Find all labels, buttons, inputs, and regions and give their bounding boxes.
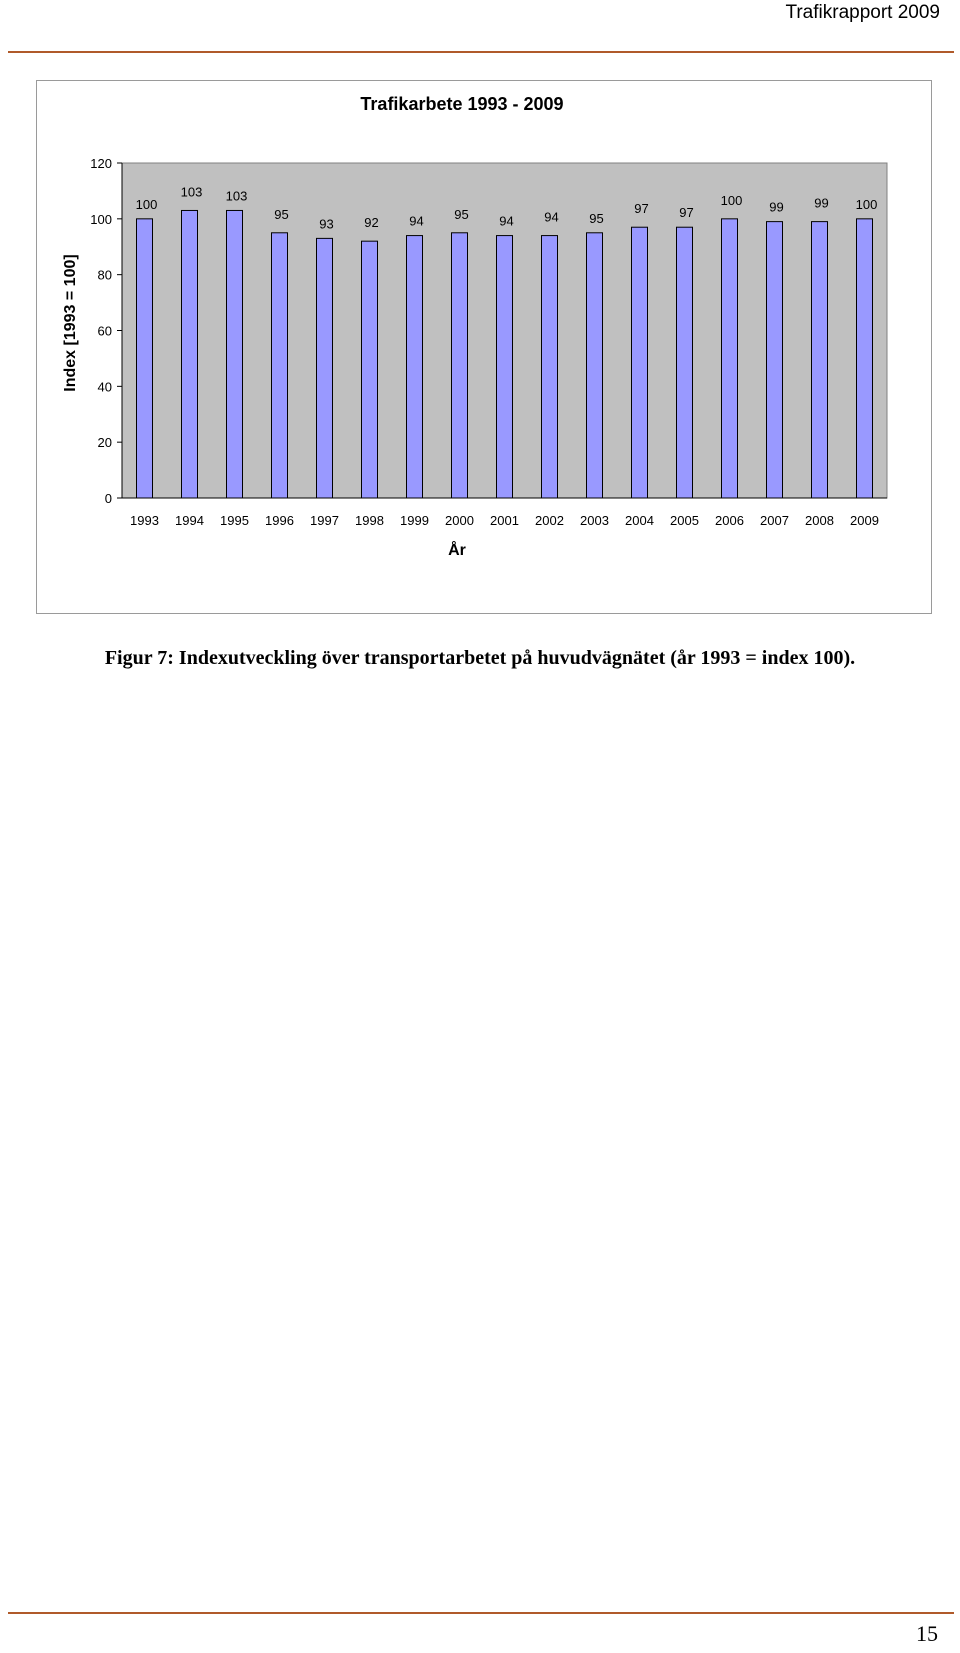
bar-2006 — [722, 219, 738, 498]
data-label-1998: 92 — [364, 215, 379, 231]
x-tick-label: 1994 — [175, 513, 204, 528]
page-header-title: Trafikrapport 2009 — [785, 2, 940, 23]
y-tick-label: 120 — [90, 156, 112, 171]
bar-2005 — [677, 227, 693, 498]
x-axis-label: År — [448, 542, 466, 559]
x-tick-label: 2005 — [670, 513, 699, 528]
x-tick-label: 2006 — [715, 513, 744, 528]
x-tick-label: 2008 — [805, 513, 834, 528]
bar-1995 — [227, 210, 243, 498]
y-tick-label: 0 — [104, 491, 112, 506]
data-label-2006: 100 — [720, 192, 743, 208]
y-tick-label: 80 — [97, 267, 112, 283]
x-tick-label: 2004 — [625, 513, 654, 528]
x-tick-label: 1993 — [130, 513, 159, 528]
y-tick-label: 60 — [97, 323, 112, 339]
x-tick-label: 2002 — [535, 513, 564, 528]
data-label-2004: 97 — [634, 201, 649, 217]
data-label-1995: 103 — [225, 188, 248, 204]
page-number: 15 — [916, 1621, 938, 1646]
bar-1999 — [407, 236, 423, 498]
bar-2000 — [452, 233, 468, 498]
data-label-2002: 94 — [544, 209, 559, 225]
bar-2001 — [497, 236, 513, 498]
data-label-2008: 99 — [814, 195, 829, 211]
data-label-1999: 94 — [409, 213, 424, 229]
data-label-1996: 95 — [274, 206, 289, 222]
x-tick-label: 2007 — [760, 513, 789, 528]
chart-frame — [36, 80, 932, 614]
bar-2004 — [632, 227, 648, 498]
x-tick-label: 2001 — [490, 513, 519, 528]
data-label-1993: 100 — [135, 196, 158, 212]
bar-1996 — [272, 233, 288, 498]
x-tick-label: 1995 — [220, 513, 249, 528]
chart-title: Trafikarbete 1993 - 2009 — [360, 94, 564, 114]
x-tick-label: 1999 — [400, 513, 429, 528]
figure-caption: Figur 7: Indexutveckling över transportarbetet på huvudvägnätet (år 1993 = index 100). — [104, 647, 856, 669]
bar-1994 — [182, 210, 198, 498]
x-tick-label: 1997 — [310, 513, 339, 528]
footer-divider — [8, 1612, 954, 1614]
data-label-2007: 99 — [769, 199, 784, 215]
data-label-2005: 97 — [679, 205, 694, 221]
data-label-2000: 95 — [454, 206, 469, 222]
y-tick-label: 100 — [90, 211, 112, 227]
bar-2002 — [542, 236, 558, 498]
data-label-1997: 93 — [319, 216, 334, 232]
bar-chart — [37, 81, 933, 615]
y-tick-label: 40 — [97, 379, 112, 395]
bar-1993 — [137, 219, 153, 498]
data-label-2003: 95 — [589, 210, 604, 226]
bar-2007 — [767, 222, 783, 498]
bar-2008 — [812, 222, 828, 498]
data-label-1994: 103 — [180, 184, 203, 200]
x-tick-label: 1996 — [265, 513, 294, 528]
data-label-2001: 94 — [499, 213, 514, 229]
header-divider — [8, 51, 954, 53]
bar-1997 — [317, 238, 333, 498]
x-tick-label: 2003 — [580, 513, 609, 528]
bar-1998 — [362, 241, 378, 498]
y-tick-label: 20 — [97, 435, 112, 451]
x-tick-label: 1998 — [355, 513, 384, 528]
bar-2003 — [587, 233, 603, 498]
x-tick-label: 2009 — [850, 513, 879, 528]
y-axis-label: Index [1993 = 100] — [62, 254, 79, 392]
x-tick-label: 2000 — [445, 513, 474, 528]
bar-2009 — [857, 219, 873, 498]
data-label-2009: 100 — [855, 196, 878, 212]
